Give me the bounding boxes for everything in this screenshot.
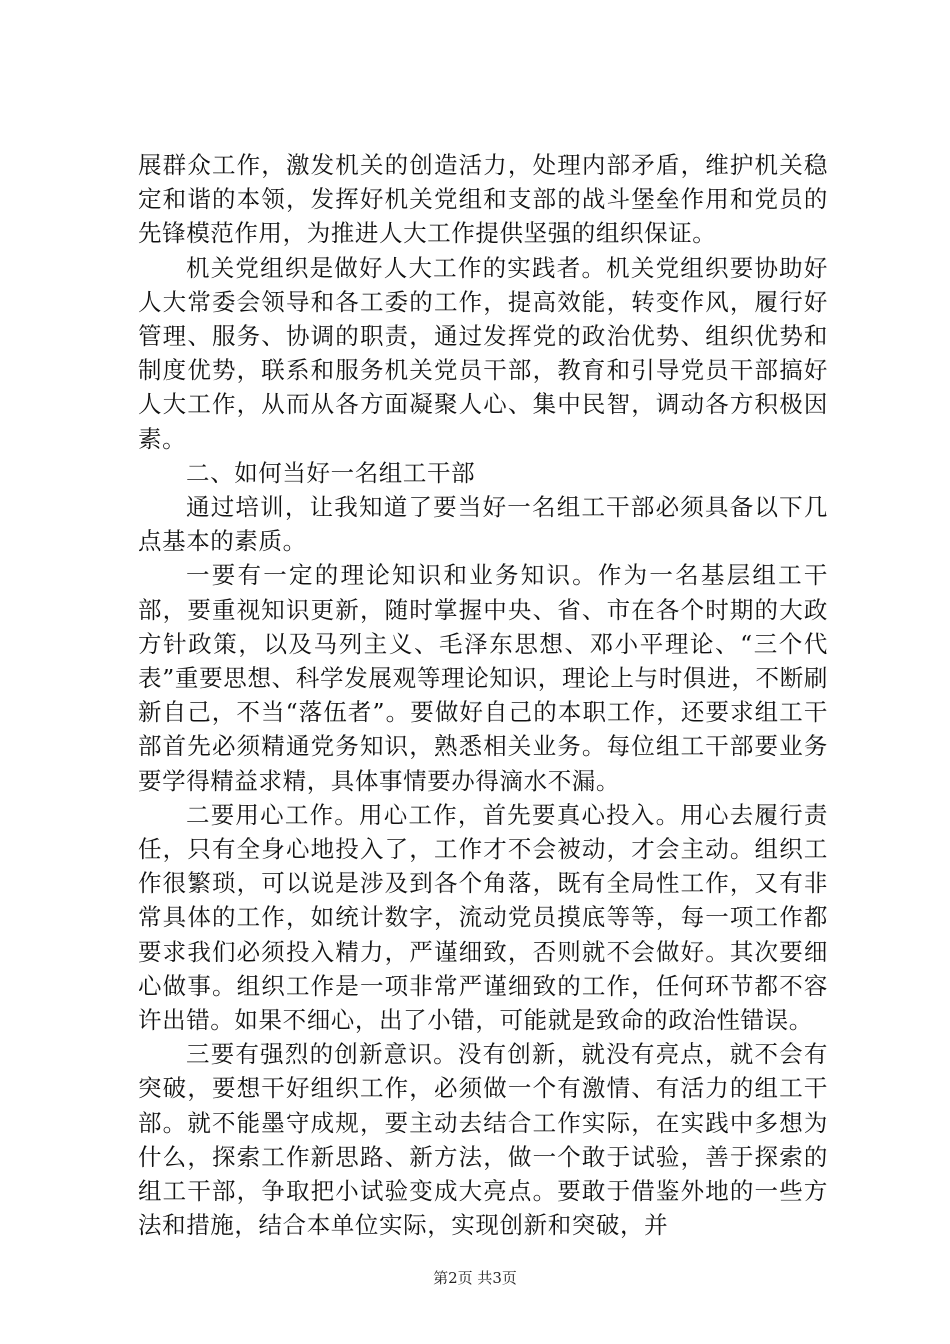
paragraph-3: 通过培训，让我知道了要当好一名组工干部必须具备以下几点基本的素质。 — [138, 493, 828, 556]
document-body — [138, 148, 828, 1243]
section-heading: 二、如何当好一名组工干部 — [186, 458, 476, 487]
paragraph-6: 三要有强烈的创新意识。没有创新，就没有亮点，就不会有突破，要想干好组织工作，必须做一个有激情、有活力的组工干部。就不能墨守成规，要主动去结合工作实际，在实践中多想为什么，探索工作新思路、新方法，做一个敢于试验，善于探索的组工干部，争取把小试验变成大亮点。要敢于借鉴外地的一些方法和措施，结合本单位实际，实现创新和突破，并 — [138, 1040, 828, 1240]
paragraph-2: 机关党组织是做好人大工作的实践者。机关党组织要协助好人大常委会领导和各工委的工作，提高效能，转变作风，履行好管理、服务、协调的职责，通过发挥党的政治优势、组织优势和制度优势，联系和服务机关党员干部，教育和引导党员干部搞好人大工作，从而从各方面凝聚人心、集中民智，调动各方积极因素。 — [138, 253, 828, 453]
paragraph-5: 二要用心工作。用心工作，首先要真心投入。用心去履行责任，只有全身心地投入了，工作才不会被动，才会主动。组织工作很繁琐，可以说是涉及到各个角落，既有全局性工作，又有非常具体的工作，如统计数字，流动党员摸底等等，每一项工作都要求我们必须投入精力，严谨细致，否则就不会做好。其次要细心做事。组织工作是一项非常严谨细致的工作，任何环节都不容许出错。如果不细心，出了小错，可能就是致命的政治性错误。 — [138, 800, 828, 1035]
page-footer: 第2页 共3页 — [433, 1269, 517, 1287]
paragraph-1: 展群众工作，激发机关的创造活力，处理内部矛盾，维护机关稳定和谐的本领，发挥好机关党组和支部的战斗堡垒作用和党员的先锋模范作用，为推进人大工作提供坚强的组织保证。 — [138, 151, 828, 248]
paragraph-4: 一要有一定的理论知识和业务知识。作为一名基层组工干部，要重视知识更新，随时掌握中央、省、市在各个时期的大政方针政策，以及马列主义、毛泽东思想、邓小平理论、“三个代表”重要思想、科学发展观等理论知识，理论上与时俱进，不断刷新自己，不当“落伍者”。要做好自己的本职工作，还要求组工干部首先必须精通党务知识，熟悉相关业务。每位组工干部要业务要学得精益求精，具体事情要办得滴水不漏。 — [138, 561, 828, 795]
